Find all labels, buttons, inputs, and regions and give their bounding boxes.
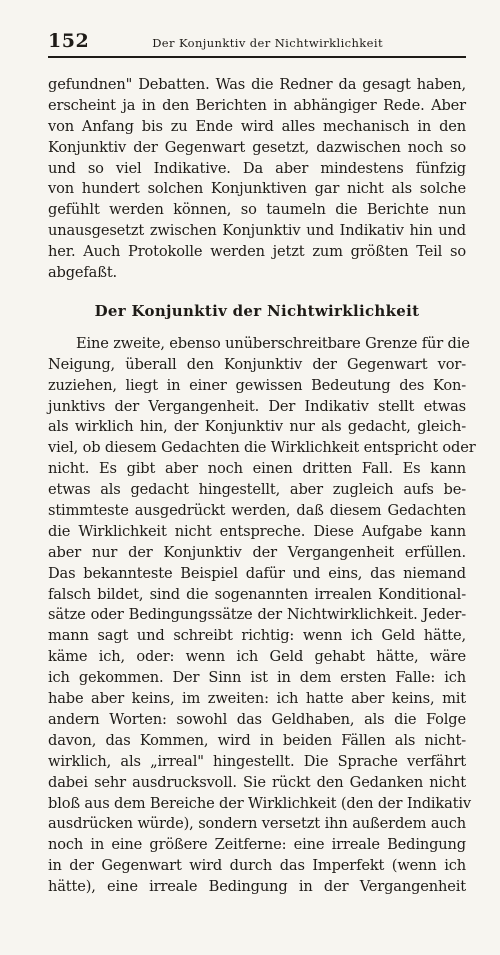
running-head	[48, 30, 466, 58]
text-line: ich gekommen. Der Sinn ist in dem ersten Falle: ich	[48, 669, 466, 687]
text-line: davon, das Kommen, wird in beiden Fällen als nicht-	[48, 731, 466, 749]
text-line: bloß aus dem Bereiche der Wirklichkeit (den der Indikativ	[48, 794, 471, 812]
paragraph-1	[48, 75, 466, 284]
text-line: käme ich, oder: wenn ich Geld gehabt hätte, wäre	[48, 648, 466, 666]
text-line: Eine zweite, ebenso unüberschreitbare Grenze für die	[76, 334, 470, 352]
text-line: hätte), eine irreale Bedingung in der Vergangenheit	[48, 878, 466, 896]
text-line: etwas als gedacht hingestellt, aber zugleich aufs be-	[48, 481, 466, 499]
text-line: stimmteste ausgedrückt werden, daß diesem Gedachten	[48, 502, 466, 520]
text-line: aber nur der Konjunktiv der Vergangenheit erfüllen.	[48, 543, 466, 561]
text-line: und so viel Indikative. Da aber mindestens fünfzig	[48, 159, 466, 177]
running-title: Der Konjunktiv der Nichtwirklichkeit	[152, 36, 383, 50]
text-line: falsch bildet, sind die sogenannten irrealen Konditional-	[48, 585, 466, 603]
text-line: her. Auch Protokolle werden jetzt zum größten Teil so	[48, 243, 466, 261]
text-line: sätze oder Bedingungssätze der Nichtwirklichkeit. Jeder-	[48, 606, 466, 624]
text-line: viel, ob diesem Gedachten die Wirklichkeit entspricht oder	[48, 439, 476, 457]
text-line: als wirklich hin, der Konjunktiv nur als gedacht, gleich-	[48, 418, 466, 436]
text-line: gefundnen" Debatten. Was die Redner da gesagt haben,	[48, 76, 466, 93]
text-line: von Anfang bis zu Ende wird alles mechanisch in den	[48, 117, 466, 135]
text-line: nicht. Es gibt aber noch einen dritten Fall. Es kann	[48, 460, 466, 478]
text-line: gefühlt werden können, so taumeln die Berichte nun	[48, 201, 466, 219]
text-line: die Wirklichkeit nicht entspreche. Diese Aufgabe kann	[48, 522, 466, 540]
page-number: 152	[48, 30, 90, 52]
text-line: in der Gegenwart wird durch das Imperfekt (wenn ich	[48, 857, 466, 875]
text-line: andern Worten: sowohl das Geldhaben, als die Folge	[48, 710, 466, 728]
text-line: Konjunktiv der Gegenwart gesetzt, dazwischen noch so	[48, 138, 466, 156]
section-heading: Der Konjunktiv der Nichtwirklichkeit	[94, 301, 420, 320]
text-line: Das bekannteste Beispiel dafür und eins, das niemand	[48, 564, 466, 582]
paragraph-2	[48, 334, 476, 898]
text-line: von hundert solchen Konjunktiven gar nicht als solche	[48, 180, 466, 198]
text-line: Neigung, überall den Konjunktiv der Gegenwart vor-	[48, 355, 466, 373]
text-line: noch in eine größere Zeitferne: eine irreale Bedingung	[48, 836, 466, 854]
text-line: junktivs der Vergangenheit. Der Indikativ stellt etwas	[48, 397, 466, 415]
text-line: erscheint ja in den Berichten in abhängiger Rede. Aber	[48, 96, 466, 114]
text-line: wirklich, als „irreal" hingestellt. Die Sprache verfährt	[48, 752, 466, 770]
text-line: zuziehen, liegt in einer gewissen Bedeutung des Kon-	[48, 376, 466, 394]
text-line: dabei sehr ausdrucksvoll. Sie rückt den Gedanken nicht	[48, 773, 466, 791]
text-line: abgefaßt.	[48, 264, 118, 282]
text-line: habe aber keins, im zweiten: ich hatte aber keins, mit	[48, 690, 466, 708]
text-line: ausdrücken würde), sondern versetzt ihn außerdem auch	[48, 815, 466, 833]
text-line: mann sagt und schreibt richtig: wenn ich Geld hätte,	[48, 627, 466, 645]
text-line: unausgesetzt zwischen Konjunktiv und Indikativ hin und	[48, 222, 466, 240]
